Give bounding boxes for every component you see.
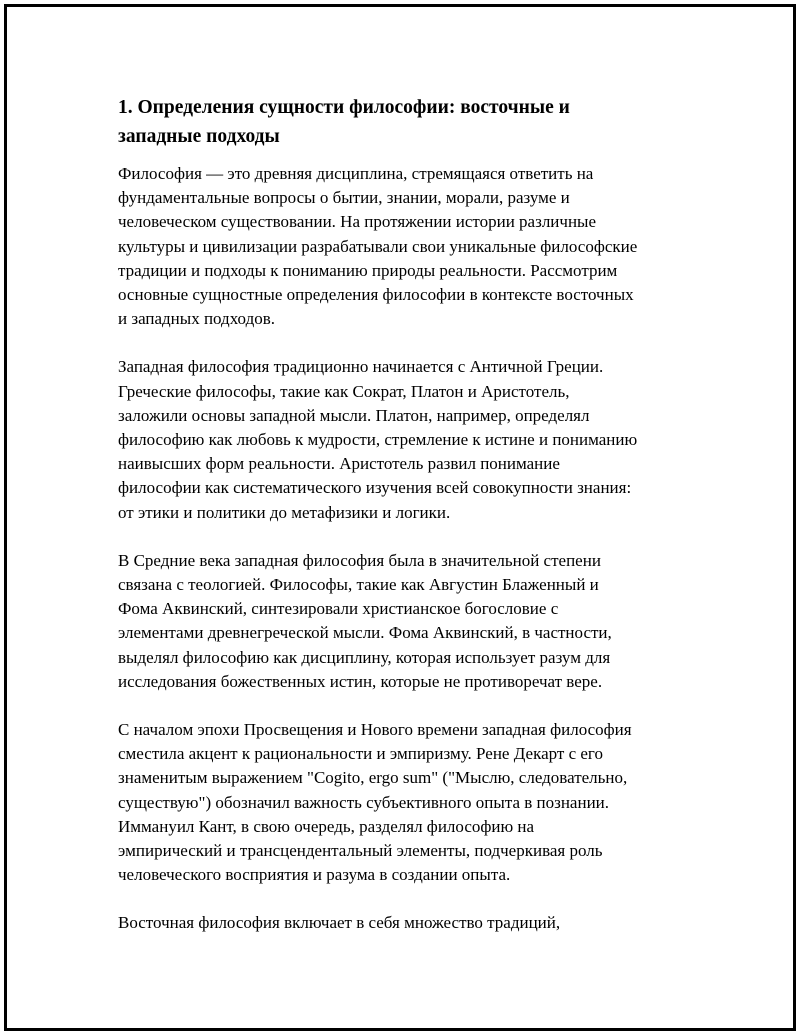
paragraph-gap bbox=[118, 331, 718, 355]
document-body bbox=[118, 93, 718, 936]
text-line: философии как систематического изучения всей совокупности знания: bbox=[118, 478, 632, 498]
paragraph-middle-ages bbox=[118, 549, 718, 694]
text-line: связана с теологией. Философы, такие как Августин Блаженный и bbox=[118, 575, 599, 595]
text-line: В Средние века западная философия была в значительной степени bbox=[118, 550, 601, 570]
text-line: Греческие философы, такие как Сократ, Платон и Аристотель, bbox=[118, 381, 570, 401]
heading-line: 1. Определения сущности философии: восточные и bbox=[118, 97, 570, 118]
paragraph-gap bbox=[118, 525, 718, 549]
text-line: культуры и цивилизации разрабатывали свои уникальные философские bbox=[118, 236, 638, 256]
paragraph-gap bbox=[118, 694, 718, 718]
paragraph-eastern bbox=[118, 911, 718, 935]
text-line: заложили основы западной мысли. Платон, например, определял bbox=[118, 405, 590, 425]
text-line: эмпирический и трансцендентальный элементы, подчеркивая роль bbox=[118, 841, 603, 861]
text-line: от этики и политики до метафизики и логики. bbox=[118, 502, 451, 522]
text-line: и западных подходов. bbox=[118, 309, 275, 329]
section-heading bbox=[118, 93, 718, 151]
heading-line: западные подходы bbox=[118, 126, 280, 147]
text-line: Философия — это древняя дисциплина, стремящаяся ответить на bbox=[118, 164, 594, 183]
text-line: Иммануил Кант, в свою очередь, разделял философию на bbox=[118, 816, 535, 836]
text-line: философию как любовь к мудрости, стремление к истине и пониманию bbox=[118, 430, 638, 450]
text-line: человеческом существовании. На протяжении истории различные bbox=[118, 212, 597, 232]
text-line: наивысших форм реальности. Аристотель развил понимание bbox=[118, 454, 560, 474]
text-line: Фома Аквинский, синтезировали христианское богословие с bbox=[118, 599, 559, 619]
text-line: существую") обозначил важность субъективного опыта в познании. bbox=[118, 792, 610, 812]
text-line: знаменитым выражением "Cogito, ergo sum" ("Мыслю, следовательно, bbox=[118, 768, 628, 788]
text-line: исследования божественных истин, которые не противоречат вере. bbox=[118, 671, 603, 691]
paragraph-enlightenment bbox=[118, 718, 718, 887]
text-line: Восточная философия включает в себя множество традиций, bbox=[118, 913, 561, 933]
text-line: основные сущностные определения философии в контексте восточных bbox=[118, 285, 634, 305]
text-line: фундаментальные вопросы о бытии, знании, морали, разуме и bbox=[118, 188, 570, 208]
text-line: человеческого восприятия и разума в создании опыта. bbox=[118, 865, 511, 885]
text-line: Западная философия традиционно начинается с Античной Греции. bbox=[118, 357, 604, 377]
text-line: элементами древнегреческой мысли. Фома Аквинский, в частности, bbox=[118, 623, 612, 643]
text-line: сместила акцент к рациональности и эмпиризму. Рене Декарт с его bbox=[118, 744, 603, 764]
paragraph-intro bbox=[118, 162, 718, 331]
text-line: традиции и подходы к пониманию природы реальности. Рассмотрим bbox=[118, 260, 618, 280]
paragraph-ancient-greece bbox=[118, 355, 718, 524]
text-line: выделял философию как дисциплину, которая использует разум для bbox=[118, 647, 611, 667]
paragraph-gap bbox=[118, 887, 718, 911]
text-line: С началом эпохи Просвещения и Нового времени западная философия bbox=[118, 720, 632, 740]
